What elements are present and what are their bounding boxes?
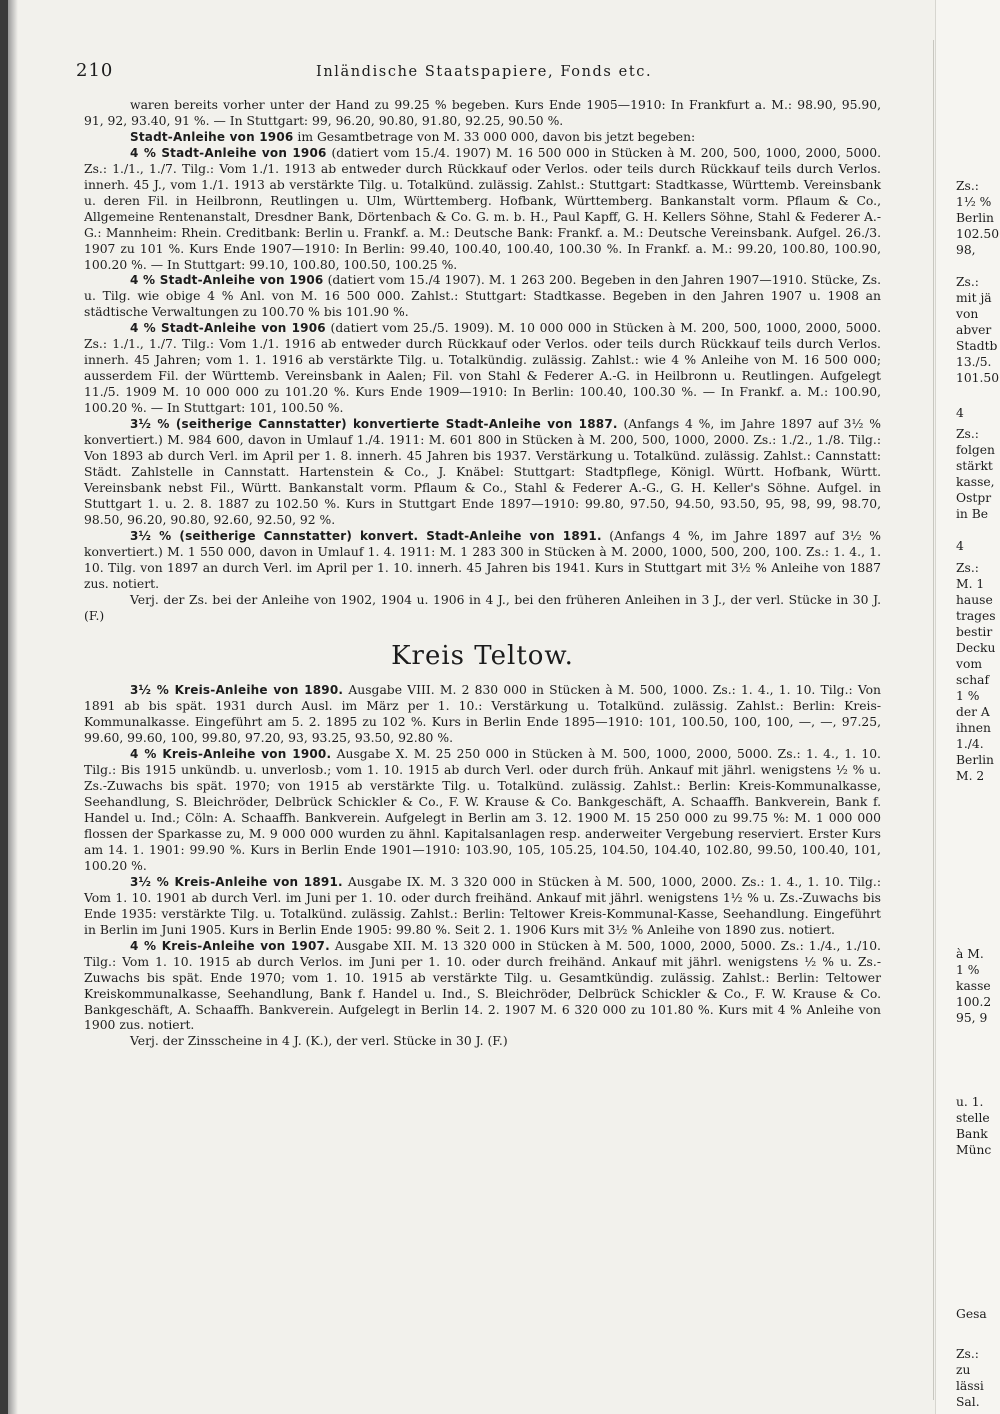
entry-heading: 3½ % Kreis-Anleihe von 1890.: [130, 683, 344, 698]
adjacent-page-fragment: 102.50: [956, 227, 1000, 241]
entry-body: im Gesamtbetrage von M. 33 000 000, davon bis jetzt begeben:: [297, 129, 696, 144]
adjacent-page-fragment: Gesa: [956, 1307, 987, 1321]
page-binding-shadow: [8, 0, 18, 1414]
entry-body: Ausgabe XII. M. 13 320 000 in Stücken à M. 500, 1000, 2000, 5000. Zs.: 1./4., 1./10. Tilg.: Vom 1. 10. 1915 ab durch Verlos. im Juni per 1. 10. oder durch freihänd. Ankauf mit jährl. wenigstens ½ % u. Zs.-Zuwachs bis spät. Ende 1970; vom 1. 10. 1915 ab verstärkte Tilg. u. Gesamtkündig. zulässig. Zahlst.: Berlin: Teltower Kreiskommunalkasse, Seehandlung, Bank f. Handel u. Ind., S. Bleichröder, Delbrück Schickler & Co., F. W. Krause & Co. Bankgeschäft, A. Schaaffh. Bankverein. Aufgelegt in Berlin 14. 2. 1907 M. 6 320 000 zu 101.80 %. Kurs mit 4 % Anleihe von 1900 zus. notiert.: [84, 938, 881, 1033]
entry-paragraph: [84, 683, 881, 747]
adjacent-page-fragment: mit jä: [956, 291, 992, 305]
gutter-divider: [933, 40, 934, 1400]
adjacent-page-fragment: Berlin: [956, 753, 994, 767]
entry-body: (datiert vom 15./4 1907). M. 1 263 200. Begeben in den Jahren 1907—1910. Stücke, Zs. u. Tilg. wie obige 4 % Anl. von M. 16 500 000. Zahlst.: Stuttgart: Stadtkasse. Begeben in den Jahren 1907 u. 1908 an städtische Verwaltungen zu 100.70 % bis 101.90 %.: [84, 273, 882, 320]
entry-paragraph: [84, 747, 881, 875]
adjacent-page-fragment: ihnen: [956, 721, 991, 735]
entry-paragraph: [84, 98, 881, 130]
adjacent-page-fragment: hause: [956, 593, 993, 607]
entry-body: Verj. der Zinsscheine in 4 J. (K.), der verl. Stücke in 30 J. (F.): [130, 1034, 508, 1049]
page-number: 210: [76, 60, 114, 81]
running-title: Inländische Staatspapiere, Fonds etc.: [316, 64, 653, 80]
adjacent-page-fragment: M. 2: [956, 769, 985, 783]
adjacent-page-fragment: Sal.: [956, 1395, 980, 1409]
adjacent-page-fragment: 4: [956, 539, 964, 553]
adjacent-page-fragment: 95, 9: [956, 1011, 988, 1025]
section-title: Kreis Teltow.: [391, 641, 574, 672]
entry-heading: 4 % Kreis-Anleihe von 1907.: [130, 938, 330, 953]
entry-paragraph: [84, 130, 881, 146]
adjacent-page-fragment: stelle: [956, 1111, 990, 1125]
adjacent-page-fragment: bestir: [956, 625, 993, 639]
adjacent-page-fragment: u. 1.: [956, 1095, 984, 1109]
entry-paragraph: [84, 321, 881, 417]
adjacent-page-fragment: Zs.:: [956, 427, 979, 441]
entry-paragraph: [84, 1034, 881, 1050]
adjacent-page-fragment: in Be: [956, 507, 989, 521]
adjacent-page-fragment: Zs.:: [956, 561, 979, 575]
adjacent-page-fragment: schaf: [956, 673, 989, 687]
entry-body: (datiert vom 15./4. 1907) M. 16 500 000 in Stücken à M. 200, 500, 1000, 2000, 5000. Zs.: 1./1., 1./7. Tilg.: Vom 1./1. 1913 ab entweder durch Rückkauf oder Verlos. oder teils durch Rückkauf teils durch Verlos. innerh. 45 J., vom 1./1. 1913 ab verstärkte Tilg. u. Totalkünd. zulässig. Zahlst.: Stuttgart: Stadtkasse, Württemb. Vereinsbank u. deren Fil. in Heilbronn, Reutlingen u. Ulm, Württemberg. Hofbank, Württemberg. Bankanstalt vorm. Pflaum & Co., Allgemeine Rentenanstalt, Dresdner Bank, Dörtenbach & Co. G. m. b. H., Paul Kapff, G. H. Kellers Söhne, Stahl & Federer A.-G.: Mannheim: Rhein. Creditbank: Berlin u. Frankf. a. M.: Deutsche Bank: Frankf. a. M.: Deutsche Vereinsbank. Aufgel. 26./3. 1907 zu 101 %. Kurs Ende 1907—1910: In Berlin: 99.40, 100.40, 100.40, 100.30 %. In Frankf. a. M.: 99.20, 100.80, 100.90, 100.20 %. — In Stuttgart: 99.10, 100.80, 100.50, 100.25 %.: [84, 145, 882, 272]
adjacent-page-fragment: Stadtb: [956, 339, 998, 353]
adjacent-page-fragment: 98,: [956, 243, 976, 257]
entry-paragraph: [84, 939, 881, 1035]
adjacent-page-fragment: 1 %: [956, 689, 980, 703]
adjacent-page-fragment: 1 %: [956, 963, 980, 977]
adjacent-page-fragment: à M.: [956, 947, 984, 961]
adjacent-page-fragment: M. 1: [956, 577, 985, 591]
adjacent-page-fragment: 4: [956, 406, 964, 420]
adjacent-page-fragment: Berlin: [956, 211, 994, 225]
adjacent-page-fragment: trages: [956, 609, 996, 623]
adjacent-page-fragment: Zs.:: [956, 275, 979, 289]
entry-heading: Stadt-Anleihe von 1906: [130, 129, 294, 144]
adjacent-page-fragment: Zs.:: [956, 179, 979, 193]
entry-body: (Anfangs 4 %, im Jahre 1897 auf 3½ % konvertiert.) M. 1 550 000, davon in Umlauf 1. 4. 1911: M. 1 283 300 in Stücken à M. 2000, 1000, 500, 200, 100. Zs.: 1. 4., 1. 10. Tilg. von 1897 an durch Verl. im April per 1. 10. innerh. 45 Jahren bis 1941. Kurs in Stuttgart mit 3½ % Anleihe von 1887 zus. notiert.: [84, 528, 881, 591]
adjacent-page-fragment: folgen: [956, 443, 995, 457]
entry-body: Ausgabe VIII. M. 2 830 000 in Stücken à M. 500, 1000. Zs.: 1. 4., 1. 10. Tilg.: Von 1891 ab bis spät. 1931 durch Ausl. im März per 1. 10.: Verstärkung u. Totalkünd. zulässig. Zahlst.: Berlin: Kreis-Kommunalkasse. Eingeführt am 5. 2. 1895 zu 102 %. Kurs in Berlin Ende 1895—1910: 101, 100.50, 100, 100, —, —, 97.25, 99.60, 99.60, 100, 99.80, 97.20, 93, 93.25, 93.50, 92.80 %.: [84, 683, 881, 746]
entry-heading: 3½ % (seitherige Cannstatter) konvert. Stadt-Anleihe von 1891.: [130, 528, 602, 543]
adjacent-page-fragment: der A: [956, 705, 990, 719]
adjacent-page-strip: [935, 0, 1000, 1414]
adjacent-page-fragment: 13./5.: [956, 355, 992, 369]
adjacent-page-fragment: 101.50: [956, 371, 1000, 385]
adjacent-page-fragment: stärkt: [956, 459, 993, 473]
teltow-entries: [84, 683, 881, 1050]
entry-body: waren bereits vorher unter der Hand zu 99.25 % begeben. Kurs Ende 1905—1910: In Frankfurt a. M.: 98.90, 95.90, 91, 92, 93.40, 91 %. — In Stuttgart: 99, 96.20, 90.80, 91.80, 92.25, 90.50 %.: [84, 98, 881, 128]
entry-body: Verj. der Zs. bei der Anleihe von 1902, 1904 u. 1906 in 4 J., bei den früheren Anleihen in 3 J., der verl. Stücke in 30 J. (F.): [84, 592, 881, 623]
entry-paragraph: [84, 146, 881, 274]
adjacent-page-fragment: zu: [956, 1363, 971, 1377]
entry-body: Ausgabe X. M. 25 250 000 in Stücken à M. 500, 1000, 2000, 5000. Zs.: 1. 4., 1. 10. Tilg.: Bis 1915 unkündb. u. unverlosb.; vom 1. 10. 1915 ab durch Verl. oder durch früh. Ankauf mit jährl. wenigstens ½ % u. Zs.-Zuwachs bis spät. 1970; von 1915 ab verstärkte Tilg. u. Totalkünd. zulässig. Zahlst.: Berlin: Kreis-Kommunalkasse, Seehandlung, S. Bleichröder, Delbrück Schickler & Co., F. W. Krause & Co. Bankgeschäft, A. Schaaffh. Bankverein, Bank f. Handel u. Ind.; Cöln: A. Schaaffh. Bankverein. Aufgelegt in Berlin am 3. 12. 1900 M. 15 250 000 zu 99.75 %: M. 1 000 000 flossen der Sparkasse zu, M. 9 000 000 wurden zu ähnl. Kapitalsanlagen resp. anderweiter Vergebung reserviert. Erster Kurs am 14. 1. 1901: 99.90 %. Kurs in Berlin Ende 1901—1910: 103.90, 105, 105.25, 104.50, 104.40, 102.80, 99.50, 100.40, 101, 100.20 %.: [84, 747, 881, 873]
entry-body: Ausgabe IX. M. 3 320 000 in Stücken à M. 500, 1000, 2000. Zs.: 1. 4., 1. 10. Tilg.: Vom 1. 10. 1901 ab durch Verl. im Juni per 1. 10. oder durch freihänd. Ankauf mit jährl. wenigstens 1½ % u. Zs.-Zuwachs bis Ende 1935: verstärkte Tilg. u. Totalkünd. zulässig. Zahlst.: Berlin: Teltower Kreis-Kommunal-Kasse, Seehandlung. Eingeführt in Berlin im Juni 1905. Kurs in Berlin Ende 1905: 99.80 %. Seit 2. 1. 1906 Kurs mit 3½ % Anleihe von 1890 zus. notiert.: [84, 874, 881, 937]
entry-heading: 4 % Stadt-Anleihe von 1906: [130, 273, 324, 288]
entry-heading: 4 % Stadt-Anleihe von 1906: [130, 321, 326, 336]
adjacent-page-fragment: von: [956, 307, 979, 321]
adjacent-page-fragment: lässi: [956, 1379, 984, 1393]
adjacent-page-fragment: kasse,: [956, 475, 995, 489]
adjacent-page-fragment: Decku: [956, 641, 996, 655]
adjacent-page-fragment: Münc: [956, 1143, 992, 1157]
entry-paragraph: [84, 593, 881, 625]
stuttgart-entries: [84, 98, 881, 624]
entry-paragraph: [84, 273, 881, 321]
main-text-column: [84, 98, 881, 1050]
entry-paragraph: [84, 875, 881, 939]
adjacent-page-fragment: Bank: [956, 1127, 988, 1141]
adjacent-page-fragment: Ostpr: [956, 491, 992, 505]
adjacent-page-fragment: 1./4.: [956, 737, 984, 751]
adjacent-page-fragment: abver: [956, 323, 992, 337]
page-binding-edge: [0, 0, 8, 1414]
entry-heading: 3½ % Kreis-Anleihe von 1891.: [130, 874, 343, 889]
entry-paragraph: [84, 417, 881, 529]
entry-paragraph: [84, 529, 881, 593]
adjacent-page-fragment: 100.2: [956, 995, 992, 1009]
entry-heading: 4 % Kreis-Anleihe von 1900.: [130, 747, 332, 762]
entry-heading: 3½ % (seitherige Cannstatter) konvertierte Stadt-Anleihe von 1887.: [130, 417, 618, 432]
adjacent-page-fragment: vom: [956, 657, 983, 671]
entry-body: (datiert vom 25./5. 1909). M. 10 000 000 in Stücken à M. 200, 500, 1000, 2000, 5000. Zs.: 1./1., 1./7. Tilg.: Vom 1./1. 1916 ab entweder durch Rückkauf oder Verlos. oder teils durch Rückkauf teils durch Verlos. innerh. 45 Jahren; vom 1. 1. 1916 ab verstärkte Tilg. u. Totalkündig. zulässig. Zahlst.: wie 4 % Anleihe von M. 16 500 000; ausserdem Fil. der Württemb. Vereinsbank in Aalen; Fil. von Stahl & Federer A.-G. in Heilbronn u. Reutlingen. Aufgelegt 11./5. 1909 M. 10 000 000 zu 101.20 %. Kurs Ende 1909—1910: In Berlin: 100.40, 100.30 %. — In Frankf. a. M.: 100.90, 100.20 %. — In Stuttgart: 101, 100.50 %.: [84, 321, 882, 416]
entry-body: (Anfangs 4 %, im Jahre 1897 auf 3½ % konvertiert.) M. 984 600, davon in Umlauf 1./4. 1911: M. 601 800 in Stücken à M. 200, 500, 1000, 2000. Zs.: 1./2., 1./8. Tilg.: Von 1893 ab durch Verl. im April per 1. 8. innerh. 45 Jahren bis 1937. Verstärkung u. Totalkünd. zulässig. Zahlst.: Cannstatt: Städt. Zahlstelle in Cannstatt. Hartenstein & Co., J. Knäbel: Stuttgart: Stadtpflege, Königl. Württ. Hofbank, Württ. Vereinsbank nebst Fil., Württ. Bankanstalt vorm. Pflaum & Co., Stahl & Federer A.-G., G. H. Keller's Söhne. Aufgel. in Stuttgart 1. u. 2. 8. 1887 zu 102.50 %. Kurs in Stuttgart Ende 1897—1910: 99.80, 97.50, 94.50, 93.50, 95, 98, 99, 98.70, 98.50, 96.20, 90.80, 92.60, 92.50, 92 %.: [84, 417, 881, 527]
adjacent-page-fragment: kasse: [956, 979, 991, 993]
adjacent-page-fragment: 1½ %: [956, 195, 992, 209]
entry-heading: 4 % Stadt-Anleihe von 1906: [130, 145, 327, 160]
adjacent-page-fragment: Zs.:: [956, 1347, 979, 1361]
